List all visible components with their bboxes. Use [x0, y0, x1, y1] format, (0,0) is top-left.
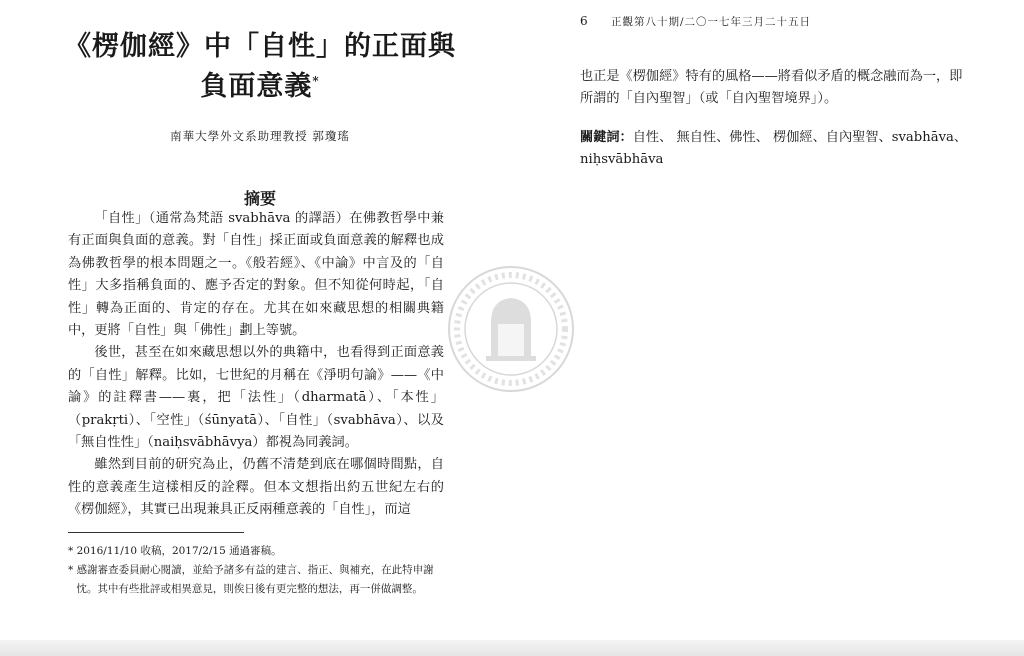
author-line: 南華大學外文系助理教授 郭瓊瑤 [170, 129, 350, 143]
abstract-paragraph: 後世，甚至在如來藏思想以外的典籍中，也看得到正面意義的「自性」解釋。比如，七世紀的月稱在《淨明句論》——《中論》的註釋書——裏，把「法性」（dharmatā）、「本性」（prakṛti）、「空性」（śūnyatā）、「自性」（svabhāva）、以及「無自性性」（naiḥsvābhāvya）都視為同義詞。 [68, 345, 444, 451]
footnote: * 感謝審查委員耐心閱讀，並給予諸多有益的建言、指正、與補充，在此特申謝忱。其中有些批評或相異意見，則俟日後有更完整的想法，再一併做調整。 [68, 564, 434, 595]
abstract-heading: 摘要 [243, 189, 276, 208]
footnote-divider [68, 532, 244, 533]
keywords-list: 自性、 無自性、佛性、 楞伽經、自內聖智、svabhāva、niḥsvābhāva [580, 130, 968, 168]
page-number: 6 [580, 14, 589, 28]
abstract-paragraph: 雖然到目前的研究為止，仍舊不清楚到底在哪個時間點，自性的意義產生這樣相反的詮釋。但本文想指出約五世紀左右的《楞伽經》，其實已出現兼具正反兩種意義的「自性」，而這 [68, 457, 444, 518]
continued-text [580, 66, 968, 111]
footnote: * 2016/11/10 收稿，2017/2/15 通過審稿。 [68, 545, 282, 557]
journal-header: 正觀第八十期/二〇一七年三月二十五日 [610, 16, 812, 28]
paper-title [40, 30, 480, 104]
title-line-2: 負面意義 [200, 71, 313, 102]
keywords-block [580, 127, 968, 172]
left-page [0, 0, 510, 656]
abstract-body [68, 208, 444, 522]
abstract-paragraph: 「自性」（通常為梵語 svabhāva 的譯語）在佛教哲學中兼有正面與負面的意義。對「自性」採正面或負面意義的解釋也成為佛教哲學的根本問題之一。《般若經》、《中論》中言及的「自性」大多指稱負面的、應予否定的對象。但不知從何時起，「自性」轉為正面的、肯定的存在。尤其在如來藏思想的相關典籍中，更將「自性」與「佛性」劃上等號。 [68, 211, 444, 339]
running-header [580, 14, 960, 29]
page-bottom-edge [0, 640, 1024, 656]
title-footnote-mark: * [312, 74, 320, 88]
library-seal-icon [446, 264, 576, 394]
keywords-label: 關鍵詞： [580, 130, 633, 145]
title-line-1: 《楞伽經》中「自性」的正面與 [64, 31, 456, 62]
footnotes [68, 542, 444, 599]
body-paragraph: 也正是《楞伽經》特有的風格——將看似矛盾的概念融而為一，即所謂的「自內聖智」（或「自內聖智境界」）。 [580, 69, 963, 107]
